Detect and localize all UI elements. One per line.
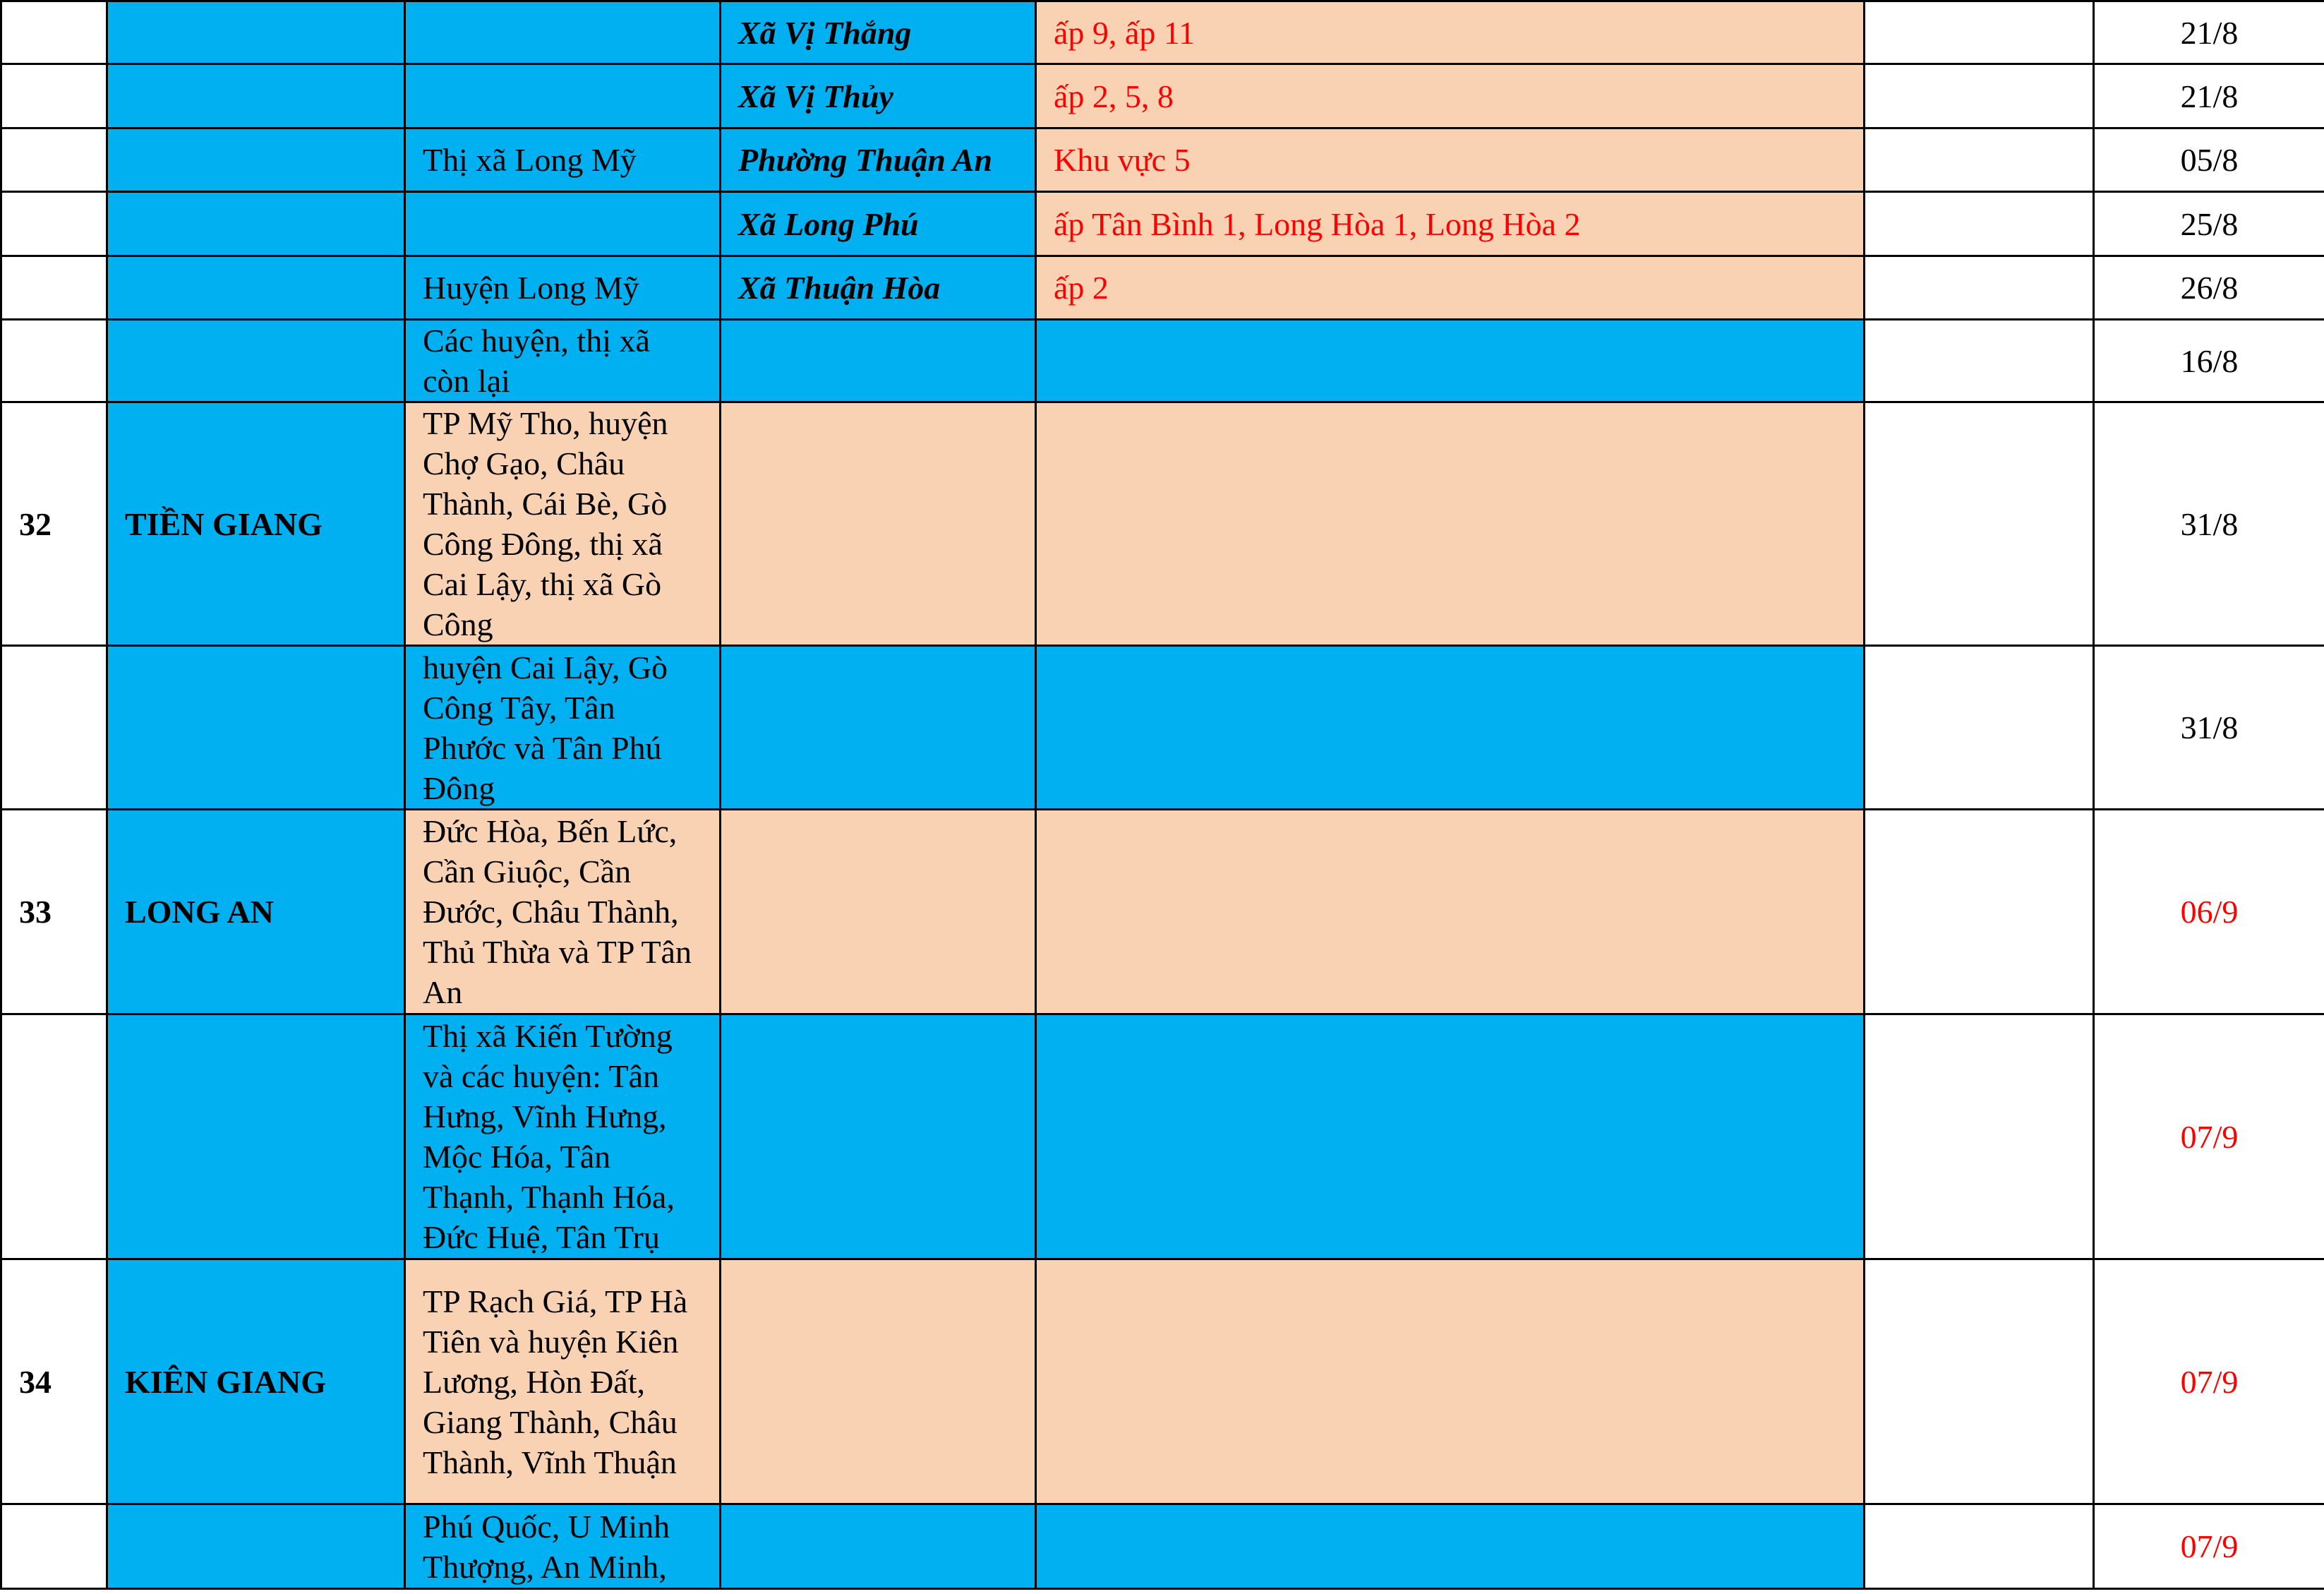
detail-cell [1036, 402, 1865, 646]
date-cell: 16/8 [2094, 320, 2324, 402]
district-cell [405, 192, 721, 256]
detail-cell [1036, 646, 1865, 810]
table-row [1, 1504, 2324, 1589]
ward-cell: Xã Long Phú [721, 192, 1036, 256]
table-row [1, 128, 2324, 192]
province-cell [107, 320, 405, 402]
date-cell: 31/8 [2094, 402, 2324, 646]
table-row [1, 64, 2324, 128]
note-cell [1865, 1, 2094, 64]
note-cell [1865, 1014, 2094, 1259]
ward-cell: Xã Thuận Hòa [721, 256, 1036, 320]
note-cell [1865, 1504, 2094, 1589]
detail-cell: ấp 2, 5, 8 [1036, 64, 1865, 128]
district-cell [405, 1, 721, 64]
district-cell: Các huyện, thị xã còn lại [405, 320, 721, 402]
district-cell: Phú Quốc, U Minh Thượng, An Minh, [405, 1504, 721, 1589]
detail-cell: ấp 9, ấp 11 [1036, 1, 1865, 64]
note-cell [1865, 402, 2094, 646]
district-cell: Đức Hòa, Bến Lức, Cần Giuộc, Cần Đước, Châu Thành, Thủ Thừa và TP Tân An [405, 810, 721, 1014]
province-cell [107, 128, 405, 192]
date-cell: 05/8 [2094, 128, 2324, 192]
ward-cell [721, 646, 1036, 810]
district-cell: Thị xã Long Mỹ [405, 128, 721, 192]
date-cell: 26/8 [2094, 256, 2324, 320]
province-cell [107, 1, 405, 64]
detail-cell [1036, 810, 1865, 1014]
province-cell [107, 256, 405, 320]
stt-cell [1, 1504, 107, 1589]
stt-cell [1, 192, 107, 256]
detail-cell [1036, 1504, 1865, 1589]
note-cell [1865, 128, 2094, 192]
date-cell: 07/9 [2094, 1259, 2324, 1504]
district-cell: Huyện Long Mỹ [405, 256, 721, 320]
stt-cell [1, 1014, 107, 1259]
province-cell [107, 646, 405, 810]
district-cell [405, 64, 721, 128]
detail-cell [1036, 320, 1865, 402]
ward-cell [721, 810, 1036, 1014]
note-cell [1865, 1259, 2094, 1504]
province-cell [107, 192, 405, 256]
detail-cell [1036, 1259, 1865, 1504]
table-row [1, 646, 2324, 810]
table-row [1, 192, 2324, 256]
note-cell [1865, 256, 2094, 320]
ward-cell: Xã Vị Thắng [721, 1, 1036, 64]
province-cell [107, 1014, 405, 1259]
table-row [1, 810, 2324, 1014]
schedule-table-body [1, 1, 2324, 1589]
ward-cell [721, 1504, 1036, 1589]
table-row [1, 1, 2324, 64]
stt-cell: 32 [1, 402, 107, 646]
stt-cell [1, 646, 107, 810]
detail-cell [1036, 1014, 1865, 1259]
note-cell [1865, 64, 2094, 128]
detail-cell: ấp 2 [1036, 256, 1865, 320]
table-row [1, 1014, 2324, 1259]
province-cell [107, 64, 405, 128]
province-cell [107, 1504, 405, 1589]
date-cell: 06/9 [2094, 810, 2324, 1014]
stt-cell: 34 [1, 1259, 107, 1504]
district-cell: TP Rạch Giá, TP Hà Tiên và huyện Kiên Lương, Hòn Đất, Giang Thành, Châu Thành, Vĩnh Thuận [405, 1259, 721, 1504]
stt-cell [1, 1, 107, 64]
detail-cell: ấp Tân Bình 1, Long Hòa 1, Long Hòa 2 [1036, 192, 1865, 256]
district-cell: Thị xã Kiến Tường và các huyện: Tân Hưng, Vĩnh Hưng, Mộc Hóa, Tân Thạnh, Thạnh Hóa, Đức Huệ, Tân Trụ [405, 1014, 721, 1259]
district-cell: TP Mỹ Tho, huyện Chợ Gạo, Châu Thành, Cái Bè, Gò Công Đông, thị xã Cai Lậy, thị xã Gò Công [405, 402, 721, 646]
province-cell: TIỀN GIANG [107, 402, 405, 646]
province-cell: KIÊN GIANG [107, 1259, 405, 1504]
note-cell [1865, 192, 2094, 256]
stt-cell: 33 [1, 810, 107, 1014]
detail-cell: Khu vực 5 [1036, 128, 1865, 192]
stt-cell [1, 256, 107, 320]
date-cell: 07/9 [2094, 1504, 2324, 1589]
stt-cell [1, 64, 107, 128]
ward-cell [721, 1014, 1036, 1259]
ward-cell [721, 1259, 1036, 1504]
province-cell: LONG AN [107, 810, 405, 1014]
note-cell [1865, 646, 2094, 810]
table-row [1, 1259, 2324, 1504]
ward-cell [721, 320, 1036, 402]
date-cell: 07/9 [2094, 1014, 2324, 1259]
ward-cell [721, 402, 1036, 646]
note-cell [1865, 320, 2094, 402]
date-cell: 21/8 [2094, 64, 2324, 128]
table-row [1, 320, 2324, 402]
date-cell: 21/8 [2094, 1, 2324, 64]
district-cell: huyện Cai Lậy, Gò Công Tây, Tân Phước và Tân Phú Đông [405, 646, 721, 810]
stt-cell [1, 128, 107, 192]
date-cell: 25/8 [2094, 192, 2324, 256]
table-row [1, 402, 2324, 646]
date-cell: 31/8 [2094, 646, 2324, 810]
note-cell [1865, 810, 2094, 1014]
ward-cell: Xã Vị Thủy [721, 64, 1036, 128]
table-row [1, 256, 2324, 320]
stt-cell [1, 320, 107, 402]
ward-cell: Phường Thuận An [721, 128, 1036, 192]
